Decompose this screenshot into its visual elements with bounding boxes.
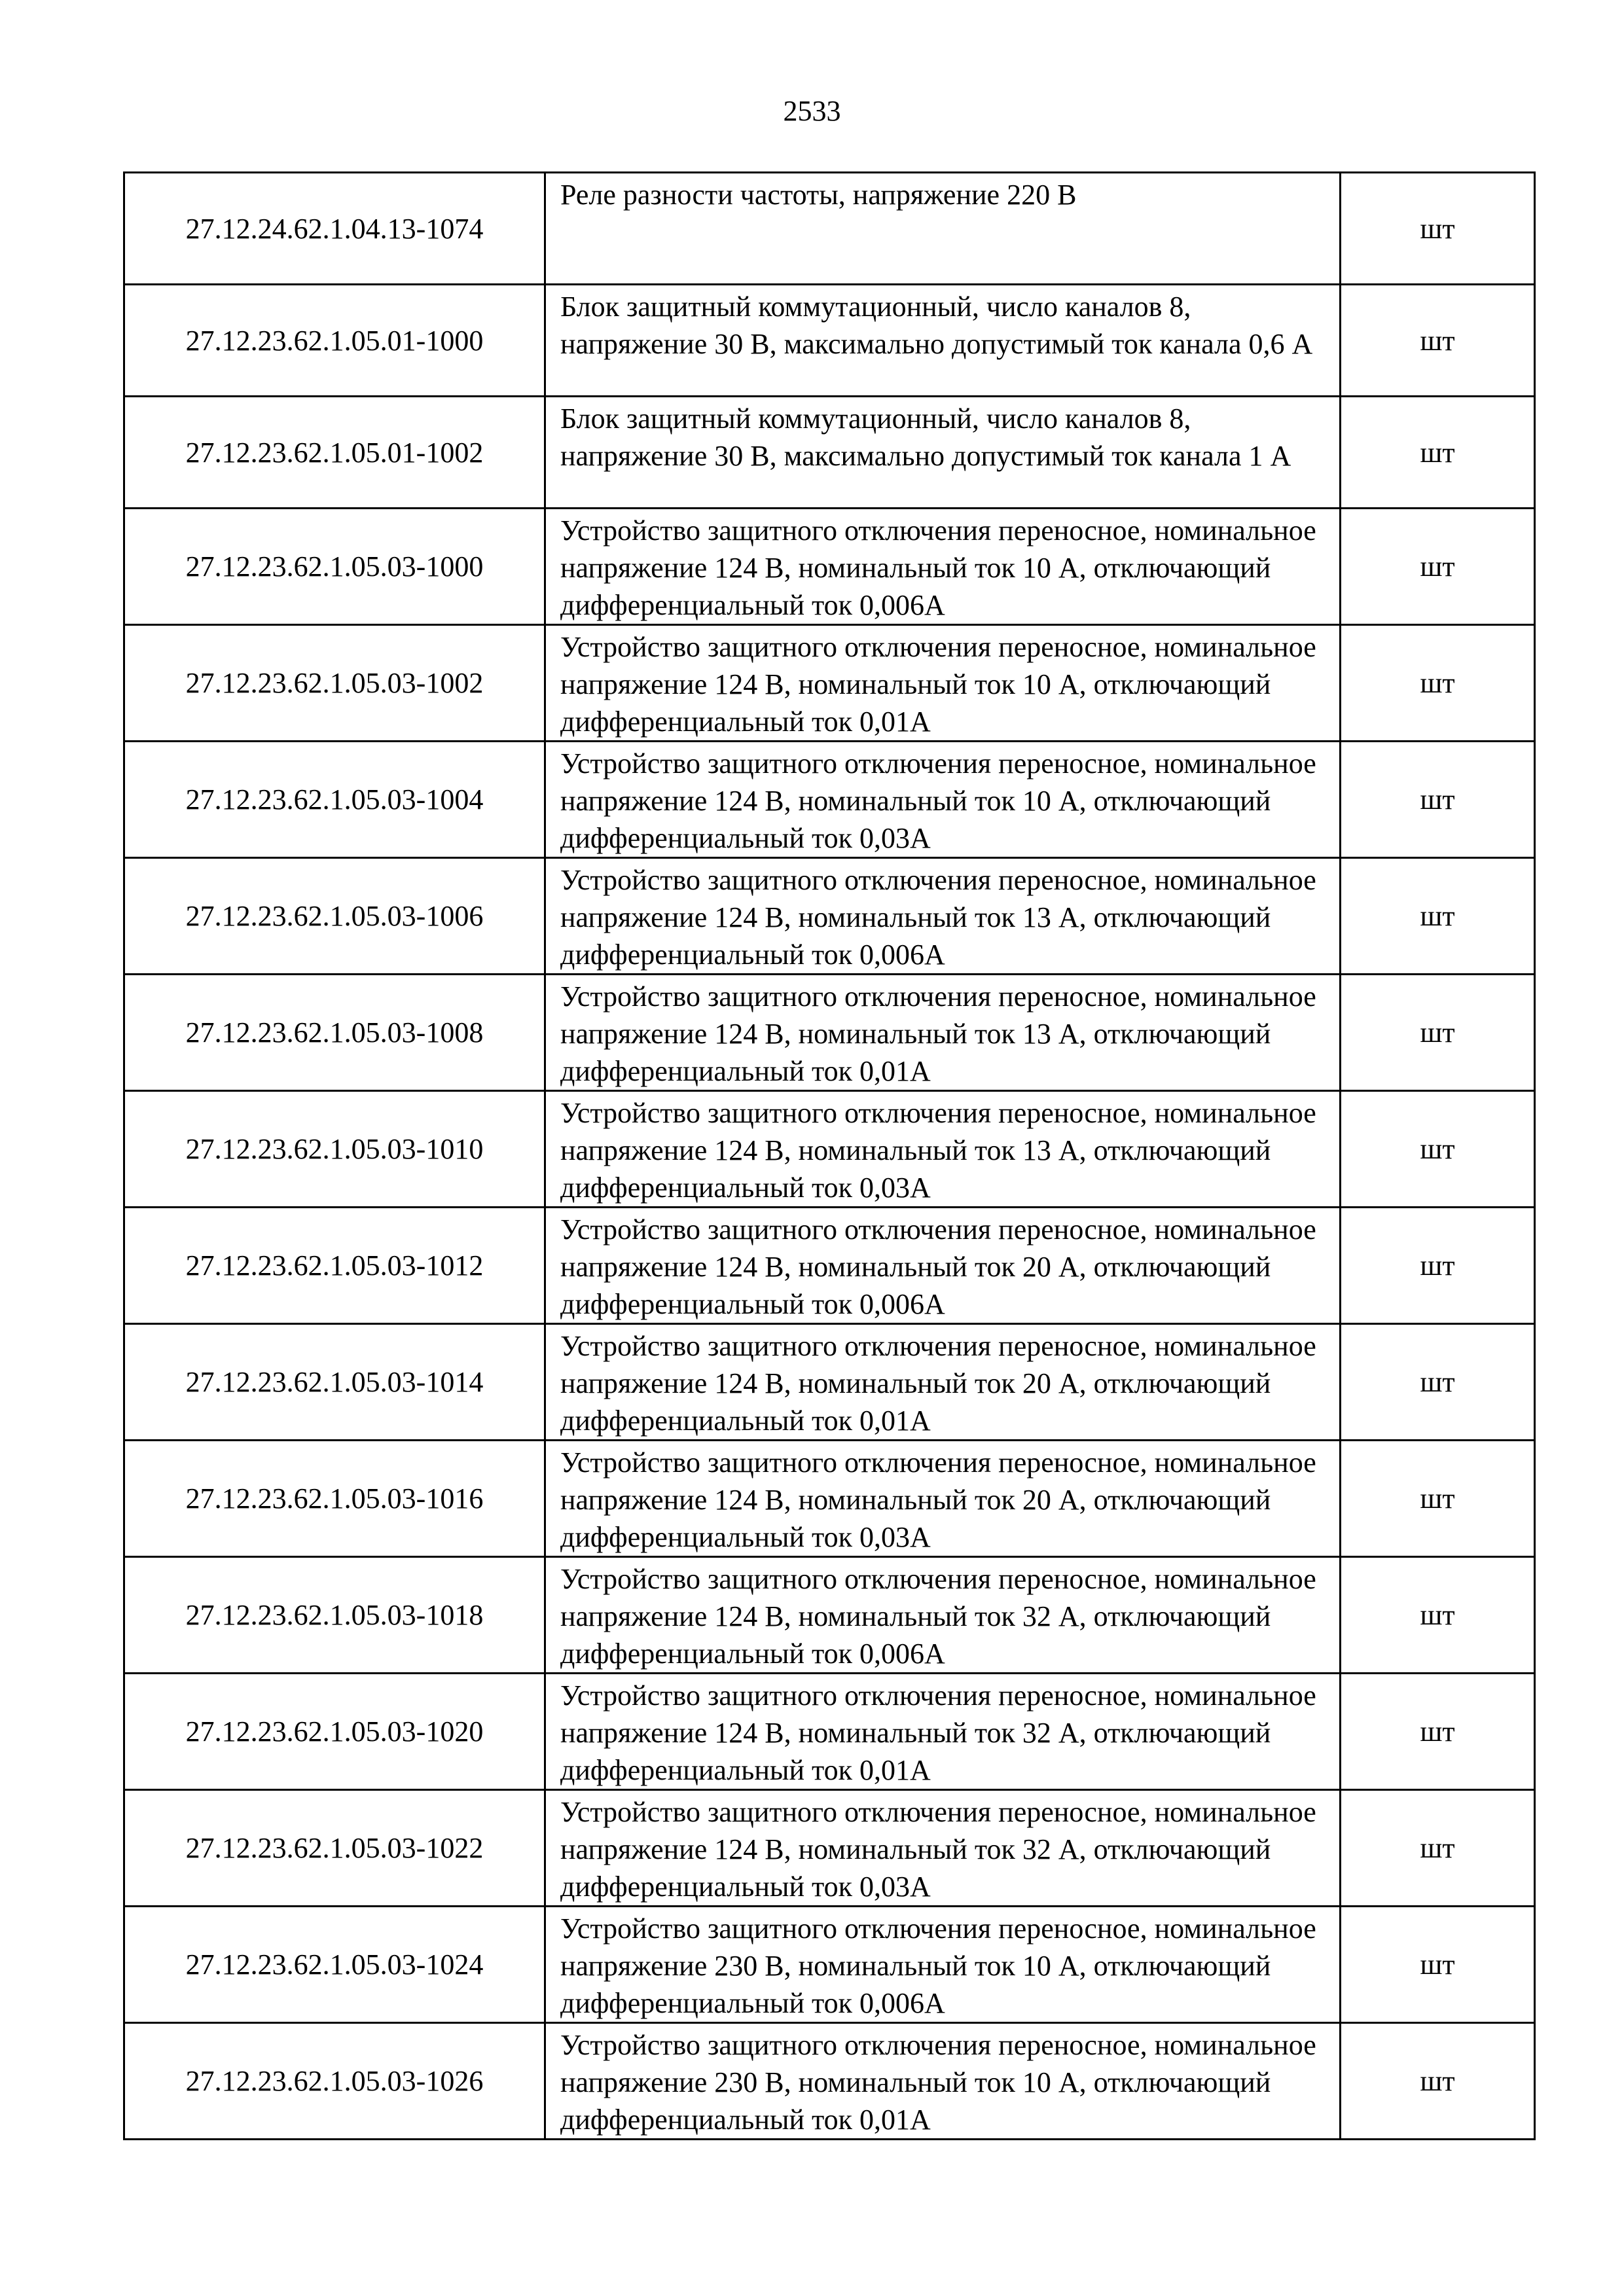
resource-code-cell: 27.12.23.62.1.05.03-1018 (124, 1557, 545, 1674)
resource-description-text: Блок защитный коммутационный, число каналов 8, напряжение 30 В, максимально допустимый ток канала 1 А (560, 403, 1291, 472)
resource-description-cell (545, 1091, 1341, 1208)
resource-description-text: Устройство защитного отключения переносное, номинальное напряжение 124 В, номинальный ток 10 А, отключающий дифференциальный ток 0,03А (560, 747, 1316, 854)
resource-description-text: Блок защитный коммутационный, число каналов 8, напряжение 30 В, максимально допустимый ток канала 0,6 А (560, 291, 1313, 360)
unit-cell: шт (1341, 858, 1535, 975)
unit-cell: шт (1341, 1091, 1535, 1208)
resource-code-cell: 27.12.23.62.1.05.03-1024 (124, 1907, 545, 2023)
table-row (124, 1324, 1535, 1441)
resource-description-cell (545, 1790, 1341, 1907)
resource-code-cell: 27.12.23.62.1.05.01-1002 (124, 397, 545, 509)
unit-cell: шт (1341, 742, 1535, 858)
page-number: 2533 (783, 95, 841, 127)
resource-code-cell: 27.12.23.62.1.05.03-1004 (124, 742, 545, 858)
resource-description-cell (545, 625, 1341, 742)
resource-code-cell: 27.12.23.62.1.05.03-1002 (124, 625, 545, 742)
resource-description-cell (545, 2023, 1341, 2140)
unit-cell: шт (1341, 975, 1535, 1091)
resource-description-cell (545, 173, 1341, 285)
table-body (124, 173, 1535, 2140)
unit-cell: шт (1341, 1674, 1535, 1790)
unit-cell: шт (1341, 1324, 1535, 1441)
resource-description-text: Устройство защитного отключения переносное, номинальное напряжение 124 В, номинальный ток 20 А, отключающий дифференциальный ток 0,006А (560, 1213, 1316, 1320)
resource-description-cell (545, 509, 1341, 625)
unit-cell: шт (1341, 173, 1535, 285)
resource-description-cell (545, 1907, 1341, 2023)
resource-code-cell: 27.12.23.62.1.05.03-1020 (124, 1674, 545, 1790)
resource-description-cell (545, 1324, 1341, 1441)
unit-cell: шт (1341, 625, 1535, 742)
unit-cell: шт (1341, 285, 1535, 397)
resource-description-cell (545, 1441, 1341, 1557)
resource-description-text: Устройство защитного отключения переносное, номинальное напряжение 230 В, номинальный ток 10 А, отключающий дифференциальный ток 0,01А (560, 2029, 1316, 2136)
unit-cell: шт (1341, 397, 1535, 509)
resource-code-cell: 27.12.23.62.1.05.03-1014 (124, 1324, 545, 1441)
table-row (124, 1674, 1535, 1790)
resource-description-cell (545, 858, 1341, 975)
resource-description-text: Устройство защитного отключения переносное, номинальное напряжение 124 В, номинальный ток 13 А, отключающий дифференциальный ток 0,01А (560, 980, 1316, 1087)
unit-cell: шт (1341, 2023, 1535, 2140)
unit-cell: шт (1341, 1907, 1535, 2023)
resource-description-text: Устройство защитного отключения переносное, номинальное напряжение 124 В, номинальный ток 20 А, отключающий дифференциальный ток 0,03А (560, 1446, 1316, 1553)
table-row (124, 173, 1535, 285)
resource-description-cell (545, 285, 1341, 397)
resource-description-cell (545, 1674, 1341, 1790)
table-row (124, 975, 1535, 1091)
table-row (124, 742, 1535, 858)
resource-code-cell: 27.12.24.62.1.04.13-1074 (124, 173, 545, 285)
resource-description-text: Устройство защитного отключения переносное, номинальное напряжение 124 В, номинальный ток 32 А, отключающий дифференциальный ток 0,01А (560, 1679, 1316, 1786)
table-row (124, 858, 1535, 975)
resource-code-cell: 27.12.23.62.1.05.03-1010 (124, 1091, 545, 1208)
resource-description-cell (545, 742, 1341, 858)
resource-code-cell: 27.12.23.62.1.05.03-1008 (124, 975, 545, 1091)
resource-description-text: Устройство защитного отключения переносное, номинальное напряжение 124 В, номинальный ток 20 А, отключающий дифференциальный ток 0,01А (560, 1330, 1316, 1437)
resource-description-cell (545, 397, 1341, 509)
resource-table (123, 171, 1536, 2140)
table-row (124, 509, 1535, 625)
table-row (124, 1557, 1535, 1674)
resource-description-cell (545, 1208, 1341, 1324)
resource-description-text: Устройство защитного отключения переносное, номинальное напряжение 124 В, номинальный ток 10 А, отключающий дифференциальный ток 0,01А (560, 631, 1316, 738)
table-row (124, 1441, 1535, 1557)
resource-code-cell: 27.12.23.62.1.05.03-1026 (124, 2023, 545, 2140)
table-row (124, 1208, 1535, 1324)
resource-description-text: Устройство защитного отключения переносное, номинальное напряжение 230 В, номинальный ток 10 А, отключающий дифференциальный ток 0,006А (560, 1912, 1316, 2019)
resource-description-text: Устройство защитного отключения переносное, номинальное напряжение 124 В, номинальный ток 10 А, отключающий дифференциальный ток 0,006А (560, 514, 1316, 621)
resource-code-cell: 27.12.23.62.1.05.03-1016 (124, 1441, 545, 1557)
resource-description-text: Устройство защитного отключения переносное, номинальное напряжение 124 В, номинальный ток 13 А, отключающий дифференциальный ток 0,03А (560, 1097, 1316, 1204)
resource-code-cell: 27.12.23.62.1.05.03-1012 (124, 1208, 545, 1324)
resource-code-cell: 27.12.23.62.1.05.01-1000 (124, 285, 545, 397)
table-row (124, 1790, 1535, 1907)
table-row (124, 1091, 1535, 1208)
resource-code-cell: 27.12.23.62.1.05.03-1006 (124, 858, 545, 975)
resource-code-cell: 27.12.23.62.1.05.03-1000 (124, 509, 545, 625)
resource-description-text: Устройство защитного отключения переносное, номинальное напряжение 124 В, номинальный ток 32 А, отключающий дифференциальный ток 0,006А (560, 1563, 1316, 1670)
unit-cell: шт (1341, 1557, 1535, 1674)
resource-description-cell (545, 975, 1341, 1091)
unit-cell: шт (1341, 1208, 1535, 1324)
resource-description-text: Реле разности частоты, напряжение 220 В (560, 179, 1077, 211)
resource-description-text: Устройство защитного отключения переносное, номинальное напряжение 124 В, номинальный ток 13 А, отключающий дифференциальный ток 0,006А (560, 864, 1316, 971)
resource-description-text: Устройство защитного отключения переносное, номинальное напряжение 124 В, номинальный ток 32 А, отключающий дифференциальный ток 0,03А (560, 1796, 1316, 1903)
table-row (124, 2023, 1535, 2140)
resource-code-cell: 27.12.23.62.1.05.03-1022 (124, 1790, 545, 1907)
table-row (124, 1907, 1535, 2023)
unit-cell: шт (1341, 1441, 1535, 1557)
resource-description-cell (545, 1557, 1341, 1674)
table-row (124, 625, 1535, 742)
table-row (124, 285, 1535, 397)
unit-cell: шт (1341, 509, 1535, 625)
unit-cell: шт (1341, 1790, 1535, 1907)
table-row (124, 397, 1535, 509)
